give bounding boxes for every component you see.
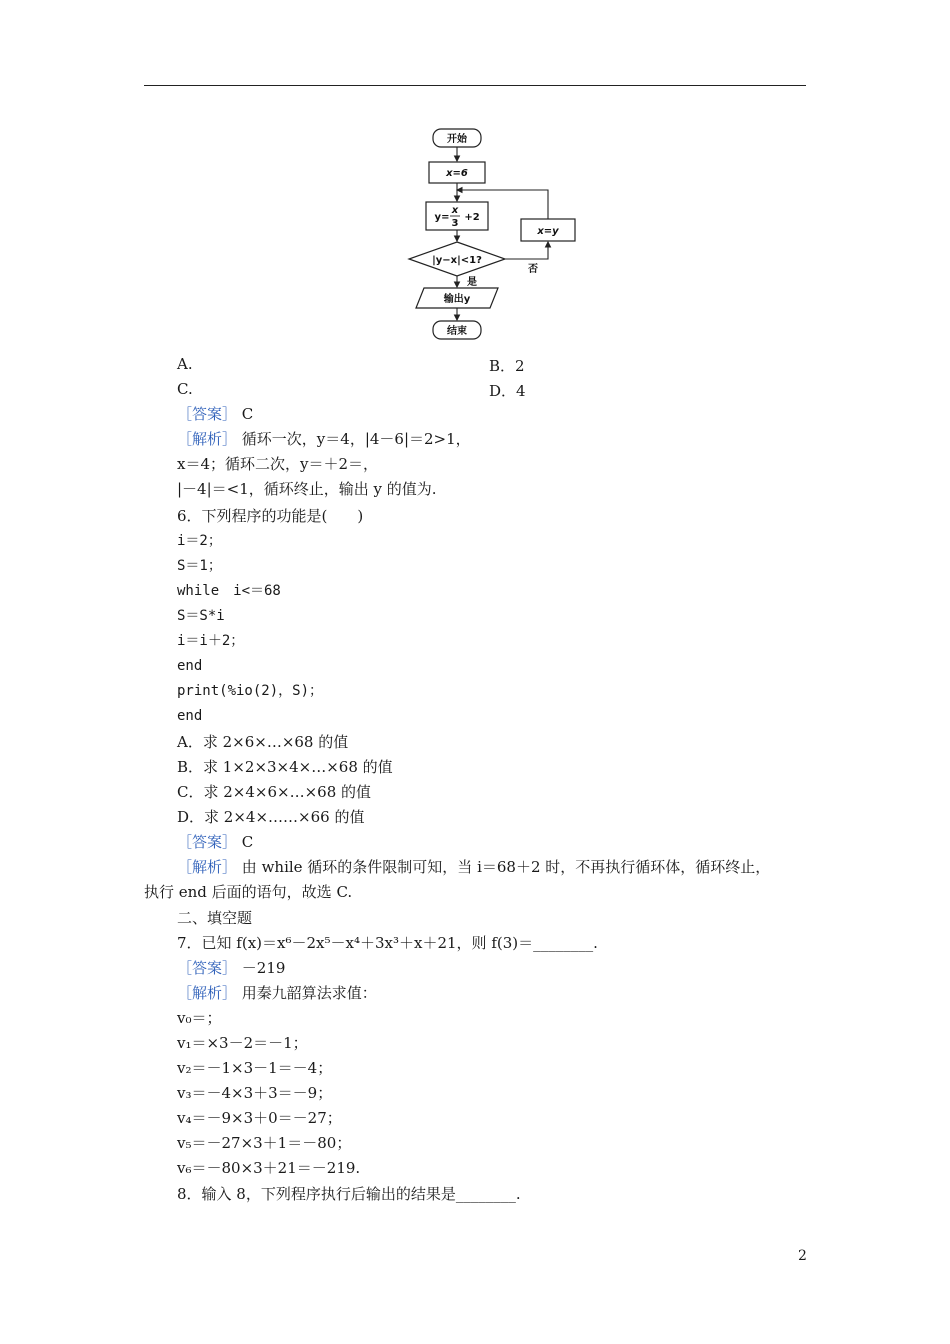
page-number: 2 <box>798 1248 807 1264</box>
section-heading: 二、填空题 <box>177 909 253 927</box>
q5-analysis-line-3: |－4|＝<1，循环终止，输出 y 的值为. <box>177 480 437 498</box>
q6-code-line: end <box>177 658 203 674</box>
q6-code-line: S＝S*i <box>177 608 225 624</box>
q6-option-a: A．求 2×6×…×68 的值 <box>177 733 349 751</box>
q5-answer: C <box>241 405 254 423</box>
analysis-tag: ［解析］ <box>177 430 238 448</box>
q6-option-d: D．求 2×4×……×66 的值 <box>177 808 365 826</box>
flow-yes-label: 是 <box>467 277 477 288</box>
q5-analysis-text-1: 循环一次，y＝4，|4－6|＝2>1， <box>241 430 471 448</box>
flow-update-label: x=y <box>537 226 559 237</box>
q6-code-line: end <box>177 708 203 724</box>
q7-step: v₅＝－27×3＋1＝－80； <box>177 1134 352 1152</box>
q6-code-line: print(%io(2)，S)； <box>177 683 324 699</box>
q7-step: v₃＝－4×3＋3＝－9； <box>177 1084 333 1102</box>
q7-analysis-text-1: 用秦九韶算法求值： <box>241 984 377 1002</box>
q7-answer-line <box>177 956 285 981</box>
q5-option-b: B．2 <box>489 357 525 375</box>
flowchart-diagram <box>400 122 590 344</box>
q7-stem: 7．已知 f(x)＝x⁶－2x⁵－x⁴＋3x³＋x＋21，则 f(3)＝________. <box>177 934 598 952</box>
q7-step: v₀＝； <box>177 1009 222 1027</box>
q8-stem: 8．输入 8，下列程序执行后输出的结果是________. <box>177 1185 521 1203</box>
q5-analysis-line-2: x＝4；循环二次，y＝＋2＝， <box>177 455 379 473</box>
answer-tag: ［答案］ <box>177 405 238 423</box>
q7-analysis-line-1 <box>177 981 377 1006</box>
q6-answer: C <box>241 833 254 851</box>
header-rule <box>144 85 806 86</box>
analysis-tag: ［解析］ <box>177 984 238 1002</box>
q6-option-c: C．求 2×4×6×…×68 的值 <box>177 783 372 801</box>
flow-start-label: 开始 <box>447 134 467 145</box>
q6-code-line: i＝2； <box>177 533 222 549</box>
q7-step: v₄＝－9×3＋0＝－27； <box>177 1109 342 1127</box>
q7-answer: －219 <box>241 959 286 977</box>
flow-no-label: 否 <box>528 264 538 275</box>
q5-option-c: C. <box>177 380 193 398</box>
q5-answer-line <box>177 402 253 427</box>
q6-analysis-text-1: 由 while 循环的条件限制可知，当 i＝68＋2 时，不再执行循环体，循环终止， <box>241 858 771 876</box>
q6-code-line: while i<＝68 <box>177 583 281 599</box>
q6-stem: 6．下列程序的功能是( ) <box>177 507 364 525</box>
q7-step: v₂＝－1×3－1＝－4； <box>177 1059 333 1077</box>
q6-code-line: S＝1； <box>177 558 222 574</box>
flow-assign-denominator: 3 <box>451 218 459 229</box>
q5-analysis-line-1 <box>177 427 471 452</box>
flow-output-label: 输出y <box>443 294 471 305</box>
q6-option-b: B．求 1×2×3×4×…×68 的值 <box>177 758 393 776</box>
flow-assign-lhs: y= <box>434 212 450 223</box>
q6-analysis-line-1 <box>177 855 770 880</box>
analysis-tag: ［解析］ <box>177 858 238 876</box>
q7-step: v₆＝－80×3＋21＝－219. <box>177 1159 361 1177</box>
answer-tag: ［答案］ <box>177 833 238 851</box>
q5-option-d: D．4 <box>489 382 526 400</box>
q7-step: v₁＝×3－2＝－1； <box>177 1034 308 1052</box>
flow-end-label: 结束 <box>447 326 467 337</box>
q5-option-a: A. <box>177 355 193 373</box>
flow-assign-numerator: x <box>451 205 459 216</box>
q6-answer-line <box>177 830 253 855</box>
flow-init-label: x=6 <box>446 168 468 179</box>
q6-analysis-line-2: 执行 end 后面的语句，故选 C. <box>144 883 353 901</box>
q6-code-line: i＝i＋2； <box>177 633 245 649</box>
answer-tag: ［答案］ <box>177 959 238 977</box>
flow-condition-label: |y−x|<1? <box>432 255 482 266</box>
flow-assign-rhs: +2 <box>464 212 480 223</box>
